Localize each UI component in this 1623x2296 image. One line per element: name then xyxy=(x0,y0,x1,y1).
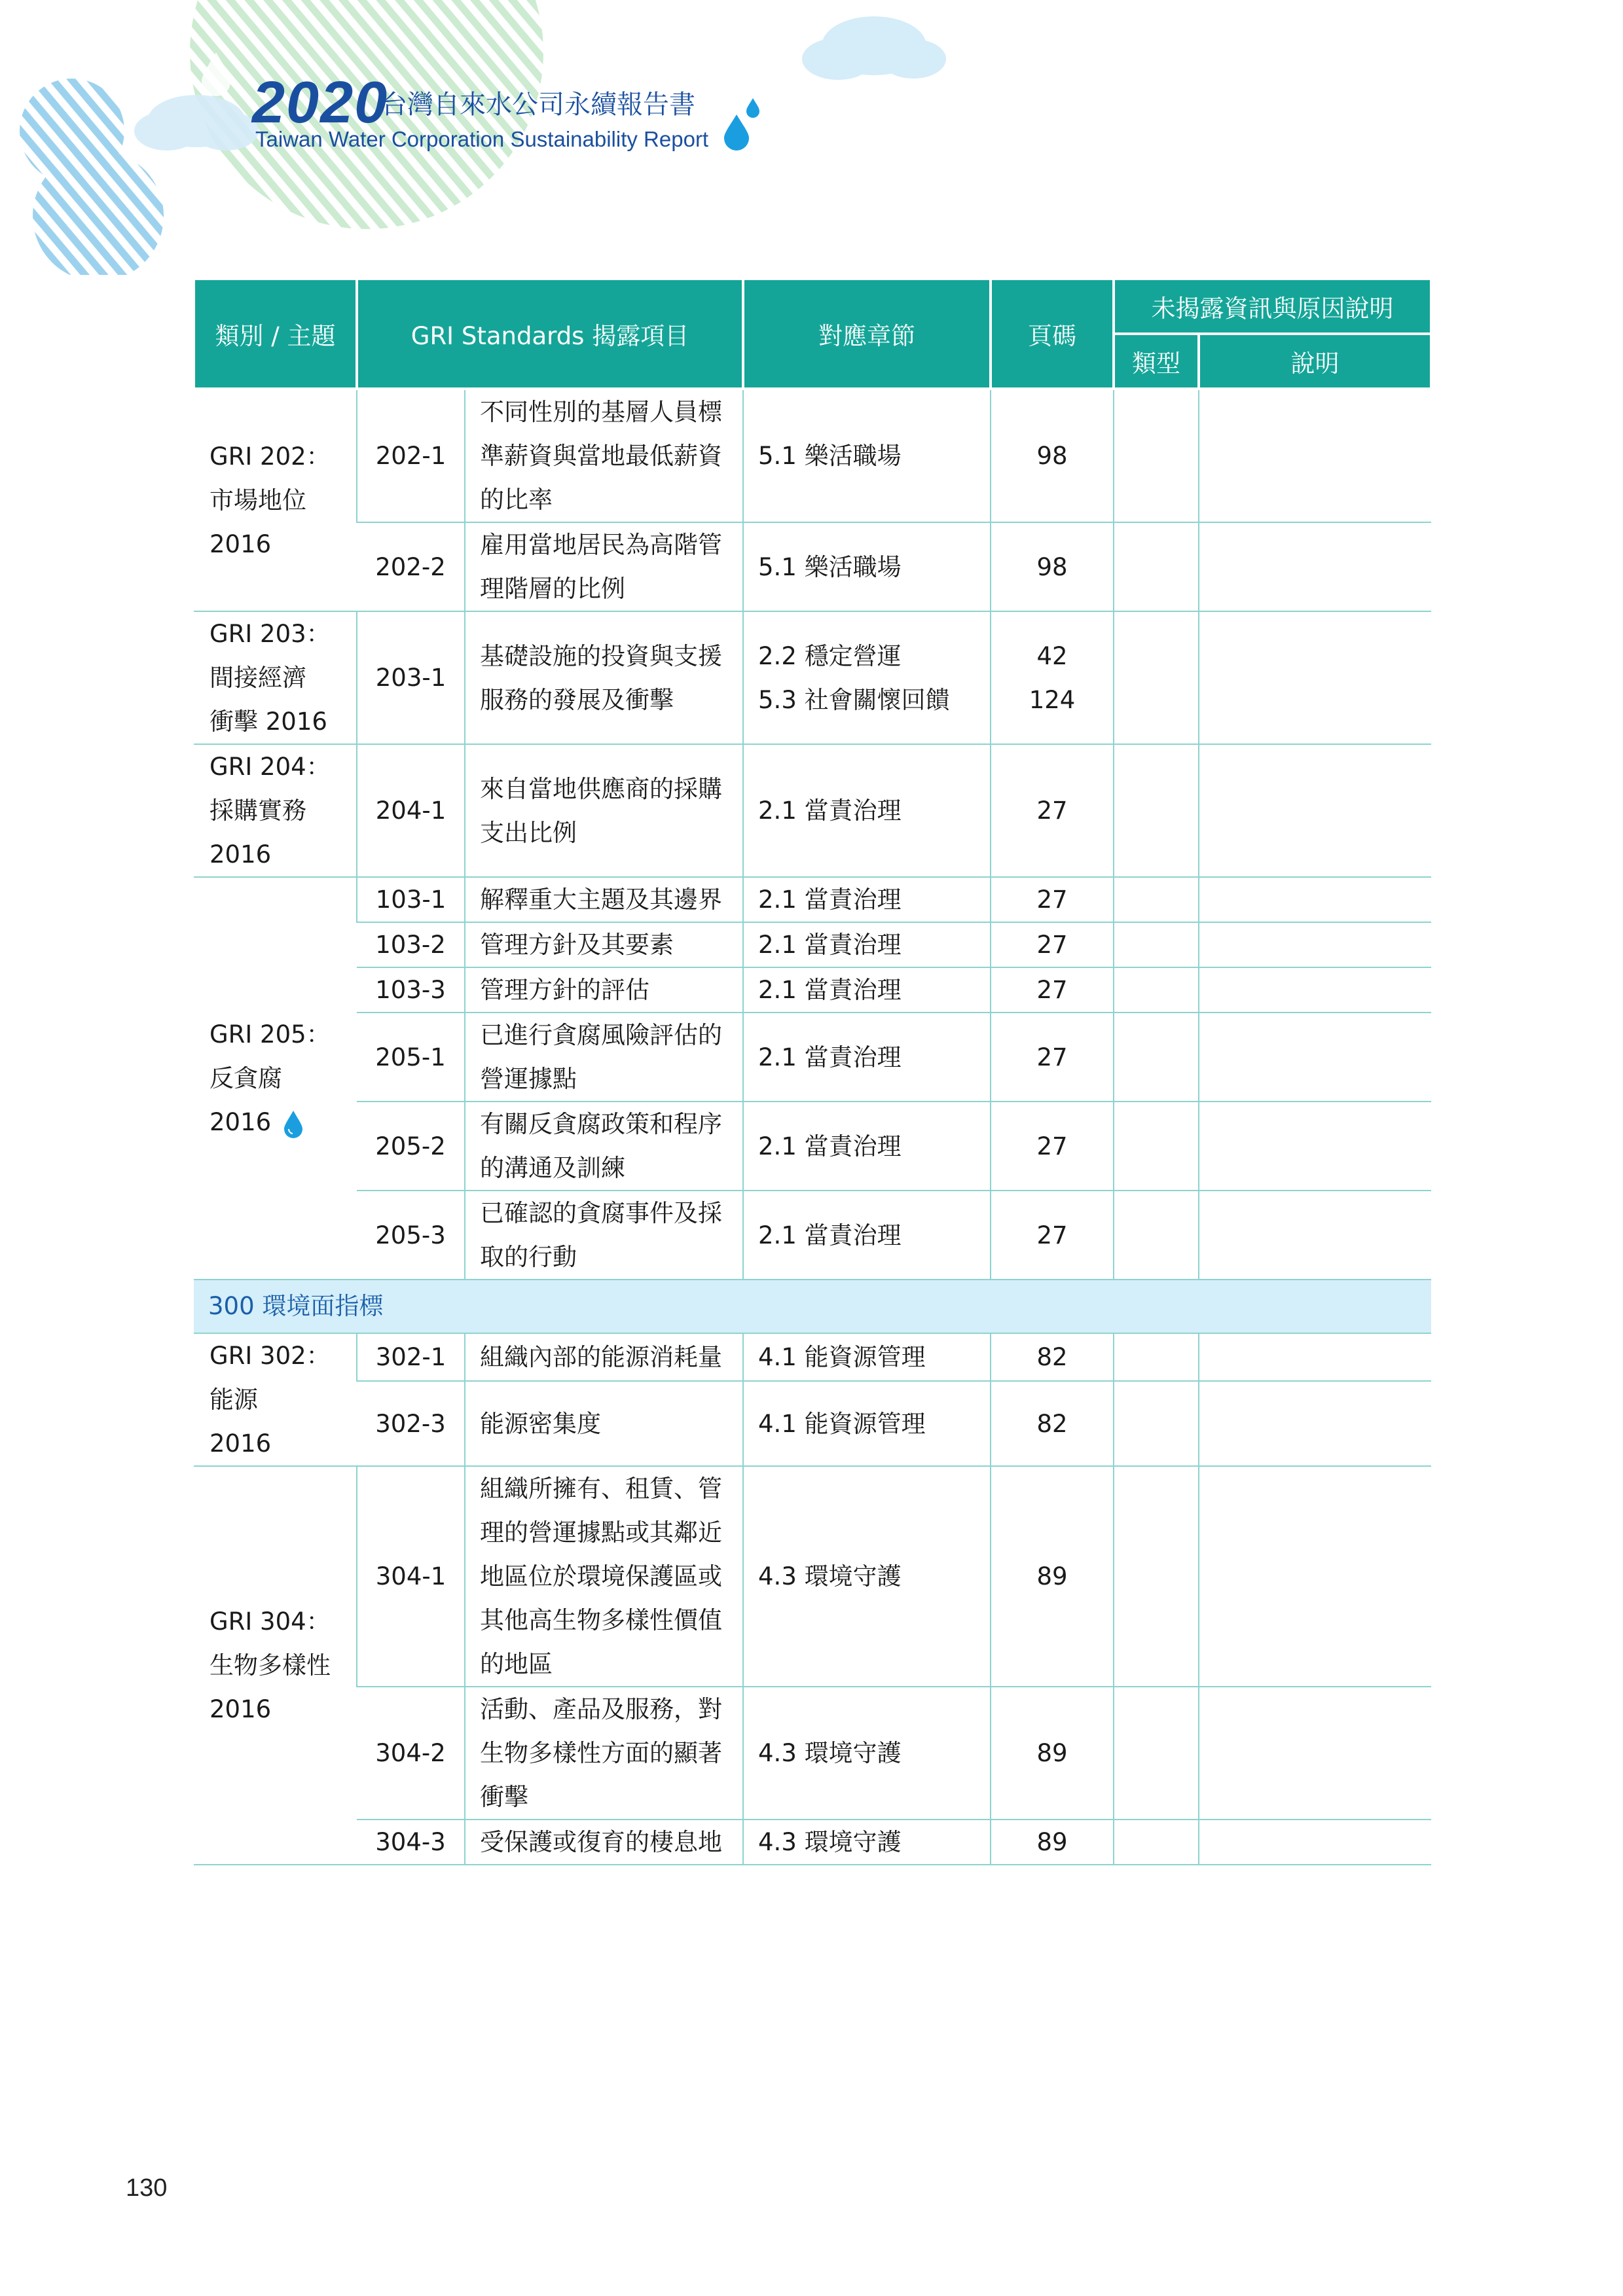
omission-type-cell xyxy=(1114,877,1199,922)
omission-desc-cell xyxy=(1199,877,1431,922)
disclosure-item: 組織內部的能源消耗量 xyxy=(465,1333,743,1381)
chapter-cell: 5.1 樂活職場 xyxy=(743,389,991,522)
disclosure-item: 雇用當地居民為高階管 理階層的比例 xyxy=(465,522,743,611)
omission-desc-cell xyxy=(1199,1820,1431,1865)
gri-index-table xyxy=(192,278,1432,1865)
table-row xyxy=(194,1820,1431,1865)
report-title-zh: 台灣自來水公司永續報告書 xyxy=(381,90,695,120)
chapter-cell: 4.3 環境守護 xyxy=(743,1687,991,1820)
omission-desc-cell xyxy=(1199,522,1431,611)
omission-type-cell xyxy=(1114,522,1199,611)
report-title-en: Taiwan Water Corporation Sustainability Report xyxy=(255,127,709,151)
omission-desc-cell xyxy=(1199,922,1431,967)
disclosure-item: 基礎設施的投資與支援 服務的發展及衝擊 xyxy=(465,611,743,744)
topic-cell: GRI 204： 採購實務 2016 xyxy=(194,744,357,877)
page-number: 130 xyxy=(126,2174,168,2202)
water-drop-icon xyxy=(283,1109,304,1138)
disclosure-code: 203-1 xyxy=(357,611,465,744)
page-cell: 27 xyxy=(991,922,1114,967)
table-row xyxy=(194,1466,1431,1687)
omission-type-cell xyxy=(1114,1466,1199,1687)
page-cell: 89 xyxy=(991,1820,1114,1865)
chapter-cell: 4.3 環境守護 xyxy=(743,1820,991,1865)
water-drop-icon xyxy=(720,95,766,154)
disclosure-code: 202-1 xyxy=(357,389,465,522)
omission-type-cell xyxy=(1114,1102,1199,1191)
disclosure-item: 活動、產品及服務，對 生物多樣性方面的顯著 衝擊 xyxy=(465,1687,743,1820)
header-omission-type: 類型 xyxy=(1114,334,1199,389)
disclosure-code: 205-3 xyxy=(357,1191,465,1280)
table-row xyxy=(194,1013,1431,1102)
omission-type-cell xyxy=(1114,744,1199,877)
disclosure-item: 能源密集度 xyxy=(465,1381,743,1466)
table-row xyxy=(194,1191,1431,1280)
table-row xyxy=(194,922,1431,967)
disclosure-item: 來自當地供應商的採購 支出比例 xyxy=(465,744,743,877)
omission-desc-cell xyxy=(1199,1191,1431,1280)
omission-desc-cell xyxy=(1199,1102,1431,1191)
omission-desc-cell xyxy=(1199,1687,1431,1820)
disclosure-item: 管理方針及其要素 xyxy=(465,922,743,967)
topic-cell: GRI 202： 市場地位 2016 xyxy=(194,389,357,611)
omission-type-cell xyxy=(1114,1191,1199,1280)
disclosure-item: 不同性別的基層人員標 準薪資與當地最低薪資 的比率 xyxy=(465,389,743,522)
header-chapter: 對應章節 xyxy=(743,279,991,389)
page-cell: 27 xyxy=(991,967,1114,1013)
table-row xyxy=(194,1381,1431,1466)
omission-desc-cell xyxy=(1199,611,1431,744)
omission-type-cell xyxy=(1114,967,1199,1013)
chapter-cell: 2.1 當責治理 xyxy=(743,1013,991,1102)
chapter-cell: 4.1 能資源管理 xyxy=(743,1333,991,1381)
chapter-cell: 2.1 當責治理 xyxy=(743,877,991,922)
table-row xyxy=(194,744,1431,877)
page-cell: 27 xyxy=(991,744,1114,877)
disclosure-item: 已進行貪腐風險評估的 營運據點 xyxy=(465,1013,743,1102)
disclosure-item: 管理方針的評估 xyxy=(465,967,743,1013)
omission-type-cell xyxy=(1114,1333,1199,1381)
section-title: 300 環境面指標 xyxy=(194,1280,1431,1333)
disclosure-item: 有關反貪腐政策和程序 的溝通及訓練 xyxy=(465,1102,743,1191)
header-omission-desc: 說明 xyxy=(1199,334,1431,389)
disclosure-item: 受保護或復育的棲息地 xyxy=(465,1820,743,1865)
page-cell: 27 xyxy=(991,1191,1114,1280)
disclosure-code: 304-1 xyxy=(357,1466,465,1687)
table-row xyxy=(194,389,1431,522)
disclosure-code: 202-2 xyxy=(357,522,465,611)
cloud-icon xyxy=(802,16,946,80)
disclosure-code: 205-2 xyxy=(357,1102,465,1191)
omission-type-cell xyxy=(1114,1687,1199,1820)
omission-desc-cell xyxy=(1199,389,1431,522)
chapter-cell: 4.1 能資源管理 xyxy=(743,1381,991,1466)
disclosure-code: 103-2 xyxy=(357,922,465,967)
page-cell: 89 xyxy=(991,1687,1114,1820)
topic-cell: GRI 203： 間接經濟 衝擊 2016 xyxy=(194,611,357,744)
disclosure-code: 302-1 xyxy=(357,1333,465,1381)
page-cell: 42 124 xyxy=(991,611,1114,744)
table-row xyxy=(194,967,1431,1013)
table-row xyxy=(194,611,1431,744)
topic-cell: GRI 302： 能源 2016 xyxy=(194,1333,357,1466)
header-topic: 類別 / 主題 xyxy=(194,279,357,389)
report-year: 2020 xyxy=(252,70,389,135)
disclosure-code: 304-2 xyxy=(357,1687,465,1820)
omission-desc-cell xyxy=(1199,967,1431,1013)
disclosure-item: 組織所擁有、租賃、管 理的營運據點或其鄰近 地區位於環境保護區或 其他高生物多樣性價值 的地區 xyxy=(465,1466,743,1687)
disclosure-code: 304-3 xyxy=(357,1820,465,1865)
page-cell: 27 xyxy=(991,1013,1114,1102)
page-cell: 89 xyxy=(991,1466,1114,1687)
header-omission: 未揭露資訊與原因說明 xyxy=(1114,279,1431,334)
chapter-cell: 2.1 當責治理 xyxy=(743,967,991,1013)
chapter-cell: 4.3 環境守護 xyxy=(743,1466,991,1687)
header-gri-standards: GRI Standards 揭露項目 xyxy=(357,279,743,389)
omission-type-cell xyxy=(1114,611,1199,744)
omission-type-cell xyxy=(1114,1381,1199,1466)
omission-type-cell xyxy=(1114,1013,1199,1102)
disclosure-item: 解釋重大主題及其邊界 xyxy=(465,877,743,922)
table-row xyxy=(194,1333,1431,1381)
page-cell: 27 xyxy=(991,1102,1114,1191)
omission-desc-cell xyxy=(1199,1466,1431,1687)
page-cell: 27 xyxy=(991,877,1114,922)
disclosure-code: 205-1 xyxy=(357,1013,465,1102)
chapter-cell: 5.1 樂活職場 xyxy=(743,522,991,611)
chapter-cell: 2.1 當責治理 xyxy=(743,744,991,877)
topic-cell: GRI 304： 生物多樣性 2016 xyxy=(194,1466,357,1865)
page-cell: 82 xyxy=(991,1333,1114,1381)
omission-type-cell xyxy=(1114,389,1199,522)
table-row xyxy=(194,1102,1431,1191)
disclosure-code: 204-1 xyxy=(357,744,465,877)
omission-type-cell xyxy=(1114,1820,1199,1865)
page-cell: 98 xyxy=(991,522,1114,611)
table-row xyxy=(194,877,1431,922)
omission-desc-cell xyxy=(1199,1333,1431,1381)
disclosure-code: 103-3 xyxy=(357,967,465,1013)
table-row xyxy=(194,1687,1431,1820)
topic-cell: GRI 205： 反貪腐 2016 xyxy=(194,877,357,1280)
disclosure-code: 302-3 xyxy=(357,1381,465,1466)
omission-desc-cell xyxy=(1199,1013,1431,1102)
omission-desc-cell xyxy=(1199,744,1431,877)
omission-desc-cell xyxy=(1199,1381,1431,1466)
page-cell: 98 xyxy=(991,389,1114,522)
chapter-cell: 2.1 當責治理 xyxy=(743,922,991,967)
section-row xyxy=(194,1280,1431,1333)
page-cell: 82 xyxy=(991,1381,1114,1466)
chapter-cell: 2.1 當責治理 xyxy=(743,1102,991,1191)
chapter-cell: 2.2 穩定營運 5.3 社會關懷回饋 xyxy=(743,611,991,744)
table-row xyxy=(194,522,1431,611)
chapter-cell: 2.1 當責治理 xyxy=(743,1191,991,1280)
omission-type-cell xyxy=(1114,922,1199,967)
disclosure-item: 已確認的貪腐事件及採 取的行動 xyxy=(465,1191,743,1280)
disclosure-code: 103-1 xyxy=(357,877,465,922)
header-page: 頁碼 xyxy=(991,279,1114,389)
